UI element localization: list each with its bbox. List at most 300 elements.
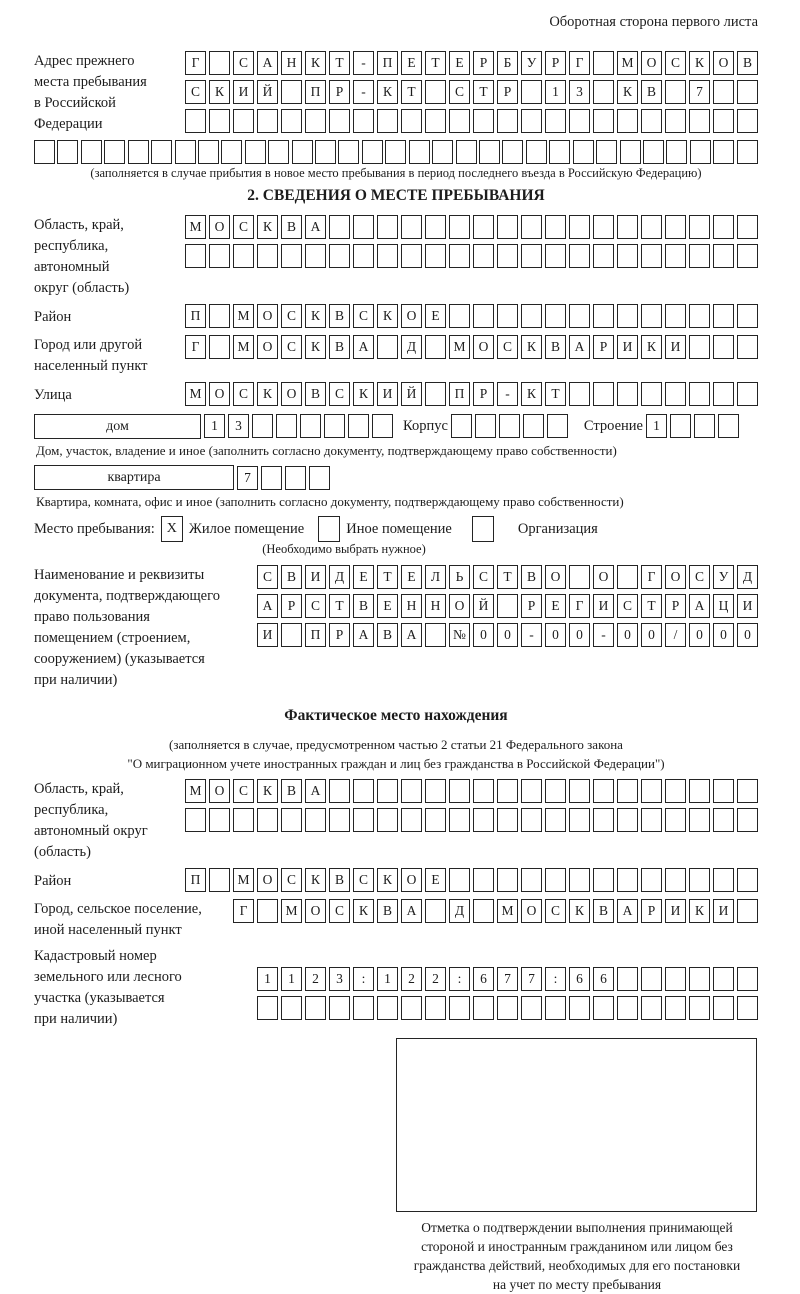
char-cell[interactable]	[57, 140, 78, 164]
char-cell[interactable]: 3	[329, 967, 350, 991]
char-cell[interactable]	[377, 996, 398, 1020]
char-cell[interactable]	[329, 808, 350, 832]
char-cell[interactable]: О	[593, 565, 614, 589]
char-cell[interactable]	[324, 414, 345, 438]
char-cell[interactable]: А	[353, 623, 374, 647]
char-cell[interactable]: Р	[545, 51, 566, 75]
char-cell[interactable]	[593, 779, 614, 803]
checkbox-inoe[interactable]	[318, 516, 340, 542]
char-cell[interactable]	[449, 996, 470, 1020]
char-cell[interactable]: С	[689, 565, 710, 589]
char-cell[interactable]: Н	[401, 594, 422, 618]
char-cell[interactable]: С	[281, 335, 302, 359]
char-cell[interactable]	[309, 466, 330, 490]
char-cell[interactable]: 2	[305, 967, 326, 991]
char-cell[interactable]	[713, 779, 734, 803]
char-cell[interactable]	[689, 967, 710, 991]
char-cell[interactable]	[473, 996, 494, 1020]
char-cell[interactable]: О	[521, 899, 542, 923]
char-cell[interactable]	[281, 80, 302, 104]
char-cell[interactable]	[737, 382, 758, 406]
char-cell[interactable]	[281, 623, 302, 647]
char-cell[interactable]: Р	[497, 80, 518, 104]
char-cell[interactable]	[449, 808, 470, 832]
char-cell[interactable]	[718, 414, 739, 438]
char-cell[interactable]: О	[713, 51, 734, 75]
char-cell[interactable]	[689, 996, 710, 1020]
kvartira-box[interactable]: квартира	[34, 465, 234, 490]
char-cell[interactable]	[694, 414, 715, 438]
char-cell[interactable]	[425, 808, 446, 832]
char-cell[interactable]	[329, 244, 350, 268]
char-cell[interactable]	[641, 382, 662, 406]
char-cell[interactable]: :	[449, 967, 470, 991]
char-cell[interactable]	[569, 215, 590, 239]
char-cell[interactable]: И	[257, 623, 278, 647]
char-cell[interactable]	[689, 244, 710, 268]
char-cell[interactable]: В	[281, 779, 302, 803]
char-cell[interactable]: Е	[425, 868, 446, 892]
char-cell[interactable]	[526, 140, 547, 164]
char-cell[interactable]	[573, 140, 594, 164]
char-cell[interactable]	[497, 996, 518, 1020]
char-cell[interactable]: А	[257, 594, 278, 618]
char-cell[interactable]: Т	[377, 565, 398, 589]
char-cell[interactable]	[185, 244, 206, 268]
char-cell[interactable]: Е	[353, 565, 374, 589]
char-cell[interactable]	[209, 808, 230, 832]
char-cell[interactable]	[473, 215, 494, 239]
char-cell[interactable]	[666, 140, 687, 164]
char-cell[interactable]	[257, 899, 278, 923]
char-cell[interactable]: М	[185, 215, 206, 239]
char-cell[interactable]	[377, 335, 398, 359]
char-cell[interactable]	[713, 140, 734, 164]
char-cell[interactable]	[34, 140, 55, 164]
char-cell[interactable]	[104, 140, 125, 164]
char-cell[interactable]: К	[257, 779, 278, 803]
char-cell[interactable]: :	[353, 967, 374, 991]
char-cell[interactable]	[689, 382, 710, 406]
char-cell[interactable]: Е	[449, 51, 470, 75]
char-cell[interactable]: 2	[401, 967, 422, 991]
char-cell[interactable]: К	[305, 868, 326, 892]
char-cell[interactable]: К	[257, 215, 278, 239]
char-cell[interactable]	[377, 808, 398, 832]
char-cell[interactable]	[569, 565, 590, 589]
char-cell[interactable]	[593, 304, 614, 328]
char-cell[interactable]: 0	[617, 623, 638, 647]
char-cell[interactable]	[499, 414, 520, 438]
char-cell[interactable]: Е	[425, 304, 446, 328]
char-cell[interactable]	[545, 779, 566, 803]
char-cell[interactable]	[713, 868, 734, 892]
char-cell[interactable]: М	[233, 304, 254, 328]
char-cell[interactable]	[713, 215, 734, 239]
char-cell[interactable]	[593, 80, 614, 104]
char-cell[interactable]: И	[617, 335, 638, 359]
char-cell[interactable]	[713, 80, 734, 104]
char-cell[interactable]	[377, 244, 398, 268]
char-cell[interactable]	[449, 304, 470, 328]
char-cell[interactable]: 0	[473, 623, 494, 647]
char-cell[interactable]	[385, 140, 406, 164]
char-cell[interactable]: А	[305, 779, 326, 803]
char-cell[interactable]: П	[185, 304, 206, 328]
char-cell[interactable]: 0	[569, 623, 590, 647]
char-cell[interactable]	[569, 868, 590, 892]
char-cell[interactable]: А	[569, 335, 590, 359]
char-cell[interactable]: Т	[641, 594, 662, 618]
char-cell[interactable]: А	[617, 899, 638, 923]
char-cell[interactable]: К	[377, 868, 398, 892]
char-cell[interactable]	[252, 414, 273, 438]
char-cell[interactable]: И	[377, 382, 398, 406]
char-cell[interactable]: П	[305, 623, 326, 647]
char-cell[interactable]: Г	[569, 594, 590, 618]
char-cell[interactable]: О	[473, 335, 494, 359]
char-cell[interactable]	[353, 244, 374, 268]
char-cell[interactable]: В	[737, 51, 758, 75]
char-cell[interactable]	[257, 109, 278, 133]
char-cell[interactable]	[569, 244, 590, 268]
char-cell[interactable]	[401, 808, 422, 832]
char-cell[interactable]	[737, 109, 758, 133]
char-cell[interactable]	[569, 996, 590, 1020]
char-cell[interactable]: К	[569, 899, 590, 923]
char-cell[interactable]: Г	[569, 51, 590, 75]
char-cell[interactable]	[281, 996, 302, 1020]
char-cell[interactable]	[569, 109, 590, 133]
char-cell[interactable]	[521, 808, 542, 832]
char-cell[interactable]: О	[209, 779, 230, 803]
char-cell[interactable]	[737, 335, 758, 359]
char-cell[interactable]: В	[281, 565, 302, 589]
char-cell[interactable]	[209, 51, 230, 75]
char-cell[interactable]	[285, 466, 306, 490]
char-cell[interactable]: 7	[521, 967, 542, 991]
char-cell[interactable]: А	[401, 899, 422, 923]
char-cell[interactable]	[353, 808, 374, 832]
char-cell[interactable]	[425, 623, 446, 647]
char-cell[interactable]: 1	[646, 414, 667, 438]
char-cell[interactable]	[456, 140, 477, 164]
char-cell[interactable]	[521, 215, 542, 239]
char-cell[interactable]: К	[689, 51, 710, 75]
char-cell[interactable]: А	[401, 623, 422, 647]
char-cell[interactable]	[713, 382, 734, 406]
char-cell[interactable]: О	[257, 304, 278, 328]
char-cell[interactable]: Т	[473, 80, 494, 104]
char-cell[interactable]	[713, 996, 734, 1020]
char-cell[interactable]	[665, 382, 686, 406]
char-cell[interactable]: О	[401, 304, 422, 328]
char-cell[interactable]	[425, 899, 446, 923]
char-cell[interactable]: 1	[257, 967, 278, 991]
char-cell[interactable]: В	[281, 215, 302, 239]
char-cell[interactable]: Т	[545, 382, 566, 406]
char-cell[interactable]: К	[257, 382, 278, 406]
char-cell[interactable]	[665, 244, 686, 268]
char-cell[interactable]: И	[233, 80, 254, 104]
char-cell[interactable]	[401, 779, 422, 803]
char-cell[interactable]	[209, 244, 230, 268]
char-cell[interactable]	[209, 335, 230, 359]
char-cell[interactable]	[713, 244, 734, 268]
char-cell[interactable]: М	[185, 779, 206, 803]
char-cell[interactable]: -	[497, 382, 518, 406]
char-cell[interactable]: П	[185, 868, 206, 892]
char-cell[interactable]	[401, 109, 422, 133]
char-cell[interactable]	[643, 140, 664, 164]
char-cell[interactable]: С	[233, 51, 254, 75]
char-cell[interactable]	[497, 808, 518, 832]
char-cell[interactable]: П	[449, 382, 470, 406]
char-cell[interactable]: М	[617, 51, 638, 75]
char-cell[interactable]: 0	[713, 623, 734, 647]
char-cell[interactable]	[276, 414, 297, 438]
char-cell[interactable]	[521, 304, 542, 328]
char-cell[interactable]	[268, 140, 289, 164]
char-cell[interactable]: -	[353, 51, 374, 75]
char-cell[interactable]	[261, 466, 282, 490]
char-cell[interactable]: О	[545, 565, 566, 589]
char-cell[interactable]	[329, 996, 350, 1020]
char-cell[interactable]	[221, 140, 242, 164]
char-cell[interactable]: С	[233, 779, 254, 803]
char-cell[interactable]: А	[257, 51, 278, 75]
char-cell[interactable]	[257, 996, 278, 1020]
char-cell[interactable]: С	[281, 304, 302, 328]
char-cell[interactable]	[665, 80, 686, 104]
char-cell[interactable]	[620, 140, 641, 164]
char-cell[interactable]	[521, 996, 542, 1020]
char-cell[interactable]	[425, 996, 446, 1020]
char-cell[interactable]	[353, 215, 374, 239]
char-cell[interactable]	[175, 140, 196, 164]
char-cell[interactable]: С	[617, 594, 638, 618]
char-cell[interactable]: С	[329, 899, 350, 923]
char-cell[interactable]	[617, 808, 638, 832]
char-cell[interactable]: А	[689, 594, 710, 618]
char-cell[interactable]: В	[329, 335, 350, 359]
char-cell[interactable]: Б	[497, 51, 518, 75]
char-cell[interactable]: А	[353, 335, 374, 359]
char-cell[interactable]: А	[305, 215, 326, 239]
char-cell[interactable]: -	[593, 623, 614, 647]
char-cell[interactable]	[689, 304, 710, 328]
char-cell[interactable]	[593, 808, 614, 832]
char-cell[interactable]	[641, 868, 662, 892]
char-cell[interactable]: К	[353, 382, 374, 406]
char-cell[interactable]	[593, 996, 614, 1020]
char-cell[interactable]: П	[305, 80, 326, 104]
char-cell[interactable]	[689, 779, 710, 803]
char-cell[interactable]: 7	[689, 80, 710, 104]
char-cell[interactable]: К	[521, 382, 542, 406]
char-cell[interactable]: С	[233, 382, 254, 406]
char-cell[interactable]	[257, 244, 278, 268]
char-cell[interactable]: Д	[449, 899, 470, 923]
char-cell[interactable]	[689, 215, 710, 239]
char-cell[interactable]	[305, 244, 326, 268]
char-cell[interactable]: И	[305, 565, 326, 589]
char-cell[interactable]: 0	[689, 623, 710, 647]
char-cell[interactable]	[497, 868, 518, 892]
char-cell[interactable]: Е	[377, 594, 398, 618]
char-cell[interactable]: Ь	[449, 565, 470, 589]
char-cell[interactable]	[209, 109, 230, 133]
char-cell[interactable]	[329, 779, 350, 803]
char-cell[interactable]	[257, 808, 278, 832]
char-cell[interactable]: К	[305, 335, 326, 359]
char-cell[interactable]: -	[353, 80, 374, 104]
char-cell[interactable]	[545, 109, 566, 133]
char-cell[interactable]	[209, 868, 230, 892]
char-cell[interactable]: Й	[257, 80, 278, 104]
char-cell[interactable]	[545, 996, 566, 1020]
char-cell[interactable]	[348, 414, 369, 438]
char-cell[interactable]	[545, 215, 566, 239]
char-cell[interactable]: Л	[425, 565, 446, 589]
char-cell[interactable]: Н	[425, 594, 446, 618]
char-cell[interactable]	[475, 414, 496, 438]
char-cell[interactable]	[665, 109, 686, 133]
char-cell[interactable]: Д	[401, 335, 422, 359]
char-cell[interactable]: Ц	[713, 594, 734, 618]
char-cell[interactable]: 1	[545, 80, 566, 104]
char-cell[interactable]: У	[521, 51, 542, 75]
char-cell[interactable]	[617, 996, 638, 1020]
char-cell[interactable]: О	[209, 215, 230, 239]
char-cell[interactable]	[596, 140, 617, 164]
char-cell[interactable]: О	[665, 565, 686, 589]
char-cell[interactable]	[737, 808, 758, 832]
char-cell[interactable]: У	[713, 565, 734, 589]
char-cell[interactable]	[665, 868, 686, 892]
char-cell[interactable]: С	[185, 80, 206, 104]
char-cell[interactable]: Р	[281, 594, 302, 618]
char-cell[interactable]: С	[233, 215, 254, 239]
char-cell[interactable]: В	[593, 899, 614, 923]
char-cell[interactable]	[569, 808, 590, 832]
char-cell[interactable]	[545, 304, 566, 328]
char-cell[interactable]	[593, 382, 614, 406]
char-cell[interactable]	[329, 109, 350, 133]
char-cell[interactable]	[497, 779, 518, 803]
char-cell[interactable]	[569, 779, 590, 803]
char-cell[interactable]	[497, 215, 518, 239]
char-cell[interactable]: С	[329, 382, 350, 406]
char-cell[interactable]	[473, 244, 494, 268]
dom-box[interactable]: дом	[34, 414, 201, 439]
char-cell[interactable]	[409, 140, 430, 164]
char-cell[interactable]: С	[545, 899, 566, 923]
char-cell[interactable]: Д	[329, 565, 350, 589]
char-cell[interactable]: О	[257, 868, 278, 892]
char-cell[interactable]: 1	[204, 414, 225, 438]
char-cell[interactable]	[425, 109, 446, 133]
char-cell[interactable]: В	[521, 565, 542, 589]
char-cell[interactable]	[737, 868, 758, 892]
char-cell[interactable]	[497, 594, 518, 618]
char-cell[interactable]	[425, 244, 446, 268]
char-cell[interactable]: 6	[593, 967, 614, 991]
char-cell[interactable]: 6	[473, 967, 494, 991]
char-cell[interactable]: И	[665, 335, 686, 359]
char-cell[interactable]	[362, 140, 383, 164]
char-cell[interactable]	[449, 109, 470, 133]
char-cell[interactable]	[545, 808, 566, 832]
char-cell[interactable]	[713, 304, 734, 328]
char-cell[interactable]: Т	[497, 565, 518, 589]
char-cell[interactable]	[305, 109, 326, 133]
char-cell[interactable]: Г	[641, 565, 662, 589]
char-cell[interactable]	[81, 140, 102, 164]
char-cell[interactable]: В	[377, 623, 398, 647]
char-cell[interactable]	[315, 140, 336, 164]
char-cell[interactable]	[377, 779, 398, 803]
char-cell[interactable]	[473, 109, 494, 133]
char-cell[interactable]: В	[305, 382, 326, 406]
char-cell[interactable]	[372, 414, 393, 438]
char-cell[interactable]	[353, 779, 374, 803]
char-cell[interactable]: 3	[569, 80, 590, 104]
char-cell[interactable]	[449, 215, 470, 239]
char-cell[interactable]	[593, 215, 614, 239]
char-cell[interactable]	[198, 140, 219, 164]
char-cell[interactable]: К	[689, 899, 710, 923]
char-cell[interactable]	[473, 808, 494, 832]
char-cell[interactable]: В	[641, 80, 662, 104]
char-cell[interactable]	[713, 109, 734, 133]
char-cell[interactable]	[497, 304, 518, 328]
char-cell[interactable]	[593, 868, 614, 892]
char-cell[interactable]	[377, 215, 398, 239]
char-cell[interactable]	[479, 140, 500, 164]
char-cell[interactable]	[502, 140, 523, 164]
char-cell[interactable]	[617, 779, 638, 803]
char-cell[interactable]	[185, 109, 206, 133]
char-cell[interactable]	[545, 868, 566, 892]
char-cell[interactable]	[737, 244, 758, 268]
char-cell[interactable]: К	[209, 80, 230, 104]
char-cell[interactable]: Р	[521, 594, 542, 618]
char-cell[interactable]: С	[257, 565, 278, 589]
char-cell[interactable]: 7	[237, 466, 258, 490]
char-cell[interactable]	[401, 215, 422, 239]
char-cell[interactable]: К	[641, 335, 662, 359]
char-cell[interactable]	[665, 808, 686, 832]
char-cell[interactable]: С	[497, 335, 518, 359]
char-cell[interactable]	[617, 967, 638, 991]
char-cell[interactable]	[449, 779, 470, 803]
char-cell[interactable]	[338, 140, 359, 164]
char-cell[interactable]	[593, 51, 614, 75]
char-cell[interactable]: В	[329, 868, 350, 892]
char-cell[interactable]	[292, 140, 313, 164]
char-cell[interactable]	[569, 304, 590, 328]
char-cell[interactable]: О	[209, 382, 230, 406]
char-cell[interactable]	[641, 808, 662, 832]
char-cell[interactable]	[473, 868, 494, 892]
char-cell[interactable]	[523, 414, 544, 438]
char-cell[interactable]	[665, 215, 686, 239]
char-cell[interactable]: Р	[641, 899, 662, 923]
char-cell[interactable]	[617, 215, 638, 239]
char-cell[interactable]	[689, 335, 710, 359]
char-cell[interactable]: Е	[401, 51, 422, 75]
